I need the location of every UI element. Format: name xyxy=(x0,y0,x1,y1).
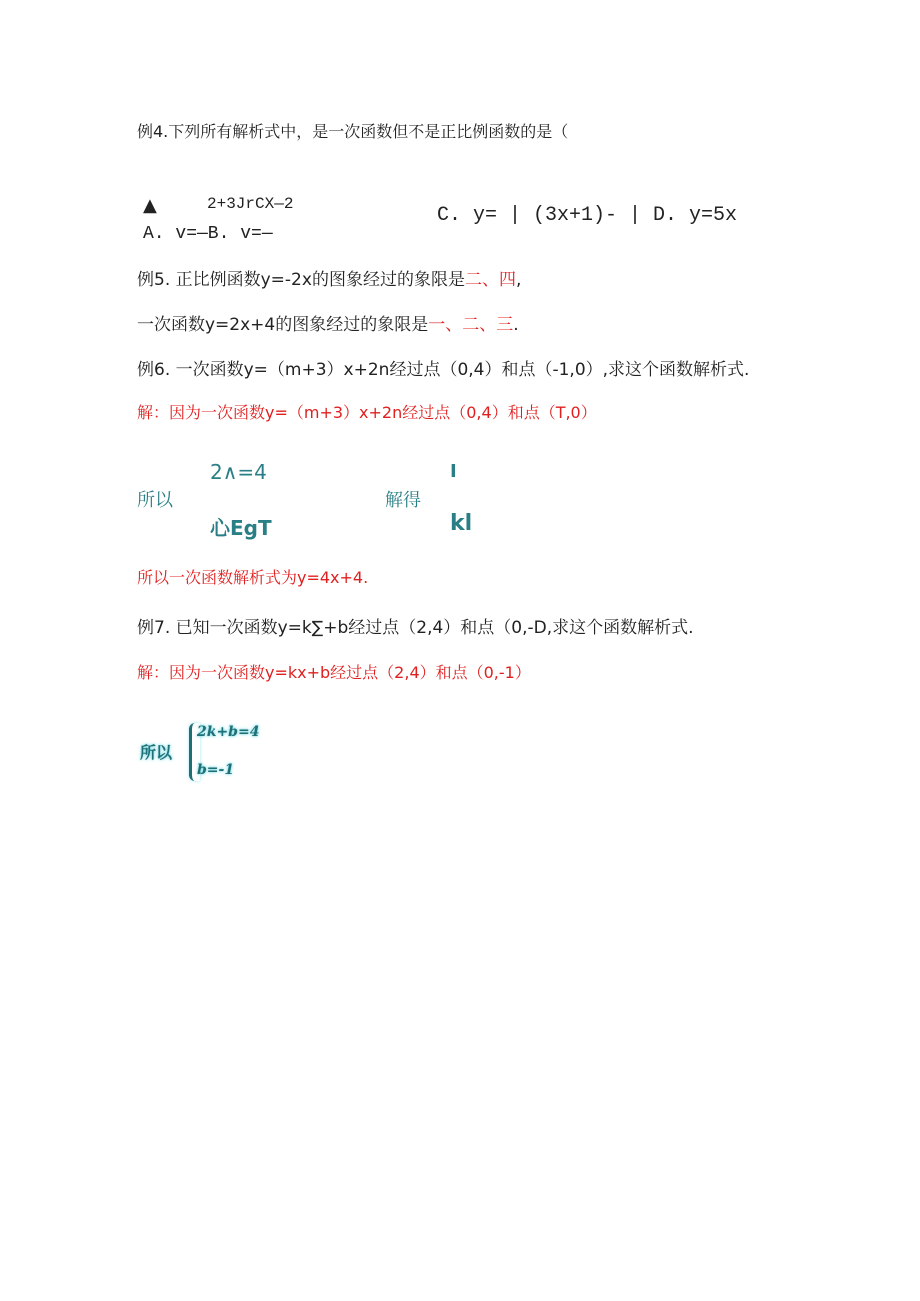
punctuation: , xyxy=(515,270,522,290)
example-6-solution: 解：因为一次函数y=（m+3）x+2n经过点（0,4）和点（T,0） xyxy=(137,403,597,422)
example-5-question: 例5. 正比例函数y=-2x的图象经过的象限是 xyxy=(137,270,465,290)
option-c-d: C. y= | (3x+1)- | D. y=5x xyxy=(437,204,738,227)
example-4-question: 例4.下列所有解析式中，是一次函数但不是正比例函数的是（ xyxy=(137,122,569,141)
example-5-line-2 xyxy=(137,310,519,335)
option-a-b: A. v=—B. v=— xyxy=(143,224,273,244)
triangle-icon: ▲ xyxy=(143,195,157,216)
example-6-equation-bottom: 心EgT xyxy=(210,516,272,540)
example-6-question: 例6. 一次函数y=（m+3）x+2n经过点（0,4）和点（-1,0）,求这个函数解析式. xyxy=(137,360,750,380)
example-6-so-label: 所以 xyxy=(137,490,173,511)
example-7-question: 例7. 已知一次函数y=k∑+b经过点（2,4）和点（0,-D,求这个函数解析式. xyxy=(137,618,694,638)
example-6-solution-bottom: kl xyxy=(450,511,473,536)
punctuation: . xyxy=(513,315,519,335)
example-5-question-2: 一次函数y=2x+4的图象经过的象限是 xyxy=(137,315,429,335)
example-5-answer-2: 一、二、三 xyxy=(428,315,514,335)
option-ab-numerator: 2+3JrCX—2 xyxy=(207,195,294,213)
example-7-equation-top: 2k+b=4 xyxy=(197,724,260,740)
example-7-so-label: 所以 xyxy=(140,743,173,762)
example-7-equation-bottom: b=-1 xyxy=(197,762,235,778)
example-6-solution-top: I xyxy=(450,461,457,482)
example-6-equation-top: 2∧=4 xyxy=(210,460,267,484)
example-6-conclusion: 所以一次函数解析式为y=4x+4. xyxy=(137,568,369,587)
example-5-answer-1: 二、四 xyxy=(464,270,516,290)
example-5-line-1 xyxy=(137,265,521,290)
example-6-solve-label: 解得 xyxy=(385,490,421,511)
example-7-solution: 解：因为一次函数y=kx+b经过点（2,4）和点（0,-1） xyxy=(137,663,531,682)
